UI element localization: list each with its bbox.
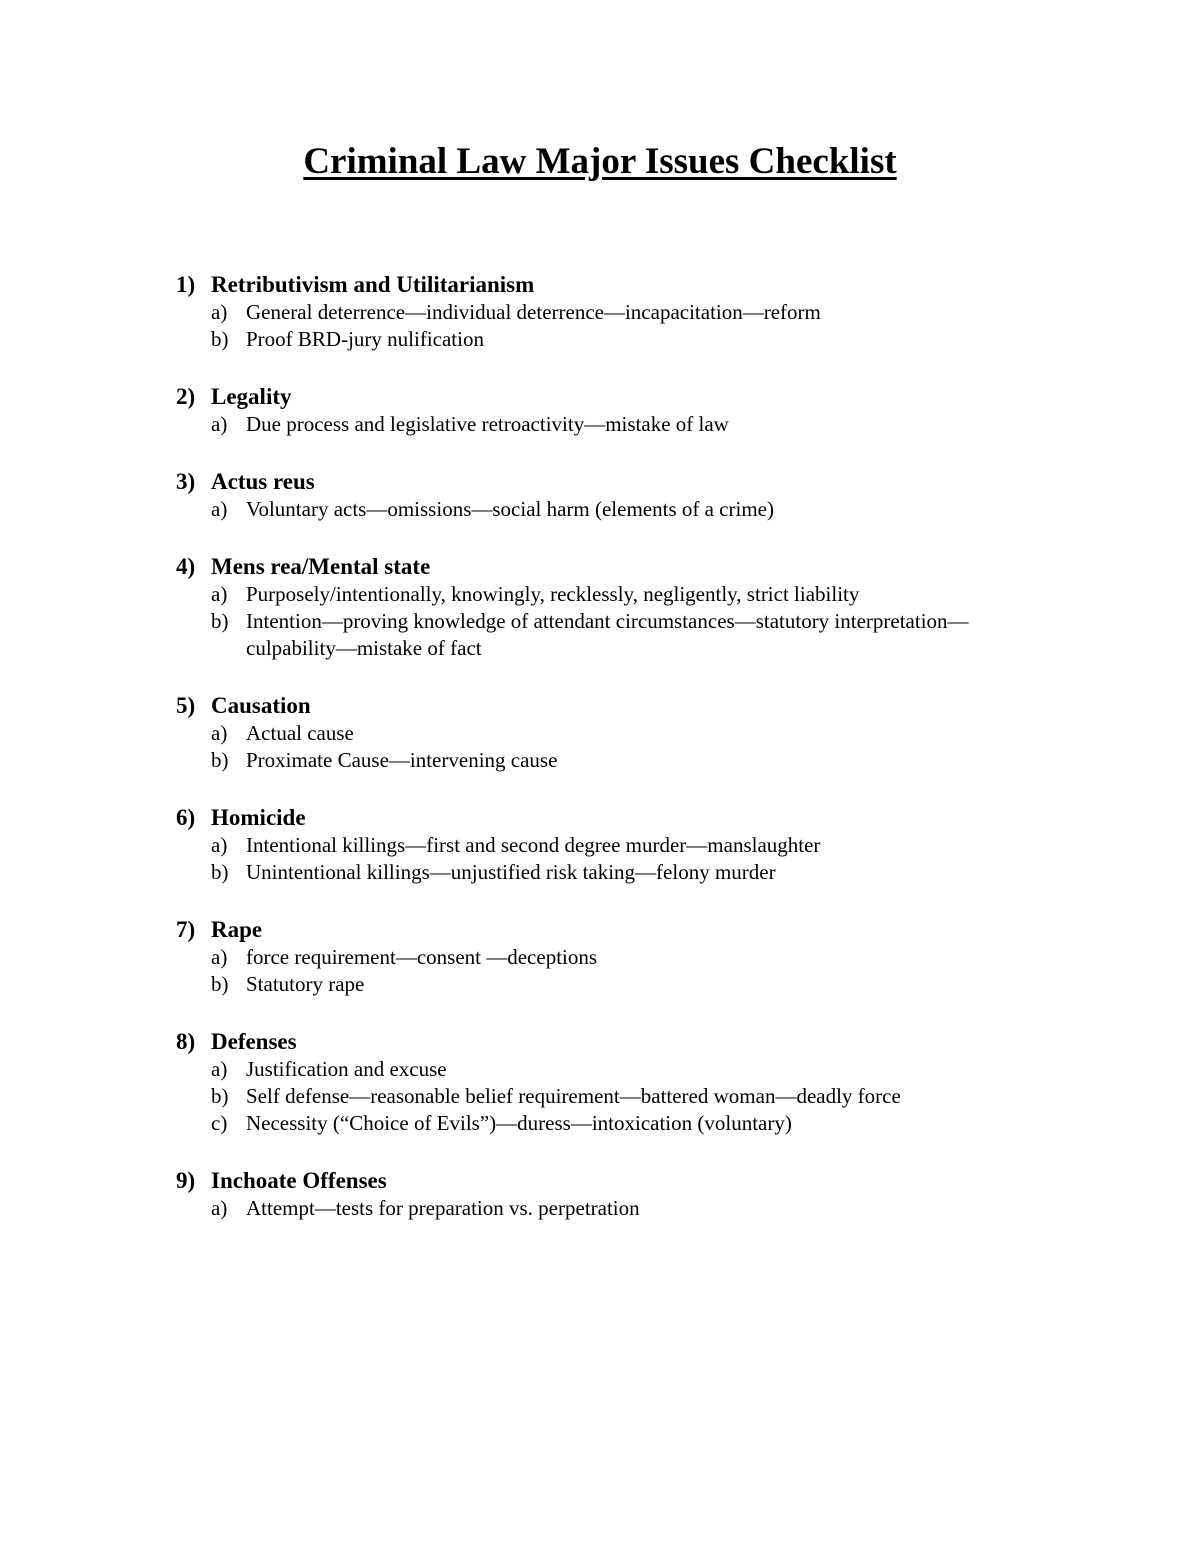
item-text: Voluntary acts—omissions—social harm (elements of a crime) (246, 497, 774, 521)
section-title: Actus reus (211, 469, 315, 494)
item-text: Necessity (“Choice of Evils”)—duress—intoxication (voluntary) (246, 1111, 792, 1135)
list-item (211, 720, 1076, 747)
section-number: 9) (176, 1168, 196, 1193)
item-letter: b) (211, 972, 229, 996)
section-title: Mens rea/Mental state (211, 554, 431, 579)
list-item (211, 411, 1076, 438)
list-item (211, 944, 1076, 971)
checklist-section (176, 803, 1076, 886)
section-items (176, 299, 1076, 353)
checklist-section (176, 691, 1076, 774)
item-letter: b) (211, 748, 229, 772)
section-title: Legality (211, 384, 292, 409)
checklist-section (176, 915, 1076, 998)
section-number: 2) (176, 384, 196, 409)
item-letter: a) (211, 582, 228, 606)
item-letter: a) (211, 1057, 228, 1081)
section-items (176, 411, 1076, 438)
list-item (211, 581, 1076, 608)
item-text: Intention—proving knowledge of attendant circumstances—statutory interpretation—culpability—mistake of fact (246, 609, 969, 660)
item-text: Unintentional killings—unjustified risk taking—felony murder (246, 860, 776, 884)
section-items (176, 720, 1076, 774)
item-text: Intentional killings—first and second degree murder—manslaughter (246, 833, 821, 857)
item-letter: a) (211, 497, 228, 521)
checklist (176, 270, 1076, 1251)
item-letter: a) (211, 300, 228, 324)
section-items (176, 1056, 1076, 1137)
item-text: force requirement—consent —deceptions (246, 945, 598, 969)
section-title: Defenses (211, 1029, 297, 1054)
checklist-section (176, 270, 1076, 353)
item-letter: b) (211, 860, 229, 884)
section-number: 1) (176, 272, 196, 297)
item-text: Due process and legislative retroactivity—mistake of law (246, 412, 729, 436)
list-item (211, 747, 1076, 774)
section-items (176, 944, 1076, 998)
list-item (211, 1110, 1076, 1137)
section-heading (176, 382, 1076, 411)
list-item (211, 496, 1076, 523)
item-letter: b) (211, 327, 229, 351)
section-heading (176, 915, 1076, 944)
item-letter: b) (211, 1084, 229, 1108)
list-item (211, 832, 1076, 859)
section-items (176, 1195, 1076, 1222)
list-item (211, 326, 1076, 353)
section-heading (176, 467, 1076, 496)
section-heading (176, 1027, 1076, 1056)
checklist-section (176, 1027, 1076, 1137)
list-item (211, 299, 1076, 326)
list-item (211, 1195, 1076, 1222)
section-number: 4) (176, 554, 196, 579)
item-letter: a) (211, 412, 228, 436)
item-text: Attempt—tests for preparation vs. perpetration (246, 1196, 640, 1220)
section-number: 7) (176, 917, 196, 942)
checklist-section (176, 552, 1076, 662)
list-item (211, 1083, 1076, 1110)
page-title: Criminal Law Major Issues Checklist (303, 141, 897, 182)
item-letter: a) (211, 945, 228, 969)
checklist-section (176, 382, 1076, 438)
list-item (211, 608, 1076, 662)
item-text: Statutory rape (246, 972, 365, 996)
section-title: Rape (211, 917, 263, 942)
item-letter: c) (211, 1111, 228, 1135)
checklist-section (176, 467, 1076, 523)
item-letter: a) (211, 833, 228, 857)
section-title: Homicide (211, 805, 306, 830)
section-number: 5) (176, 693, 196, 718)
item-letter: a) (211, 721, 228, 745)
section-heading (176, 803, 1076, 832)
section-heading (176, 270, 1076, 299)
section-number: 6) (176, 805, 196, 830)
section-title: Causation (211, 693, 311, 718)
section-number: 3) (176, 469, 196, 494)
list-item (211, 971, 1076, 998)
section-number: 8) (176, 1029, 196, 1054)
section-items (176, 581, 1076, 662)
section-heading (176, 691, 1076, 720)
section-title: Retributivism and Utilitarianism (211, 272, 535, 297)
checklist-section (176, 1166, 1076, 1222)
item-letter: b) (211, 609, 229, 633)
section-heading (176, 1166, 1076, 1195)
item-text: Actual cause (246, 721, 354, 745)
item-letter: a) (211, 1196, 228, 1220)
section-title: Inchoate Offenses (211, 1168, 387, 1193)
item-text: Self defense—reasonable belief requirement—battered woman—deadly force (246, 1084, 901, 1108)
item-text: General deterrence—individual deterrence—incapacitation—reform (246, 300, 821, 324)
section-items (176, 496, 1076, 523)
list-item (211, 859, 1076, 886)
list-item (211, 1056, 1076, 1083)
item-text: Purposely/intentionally, knowingly, recklessly, negligently, strict liability (246, 582, 860, 606)
section-heading (176, 552, 1076, 581)
item-text: Justification and excuse (246, 1057, 447, 1081)
section-items (176, 832, 1076, 886)
item-text: Proximate Cause—intervening cause (246, 748, 558, 772)
item-text: Proof BRD-jury nulification (246, 327, 484, 351)
